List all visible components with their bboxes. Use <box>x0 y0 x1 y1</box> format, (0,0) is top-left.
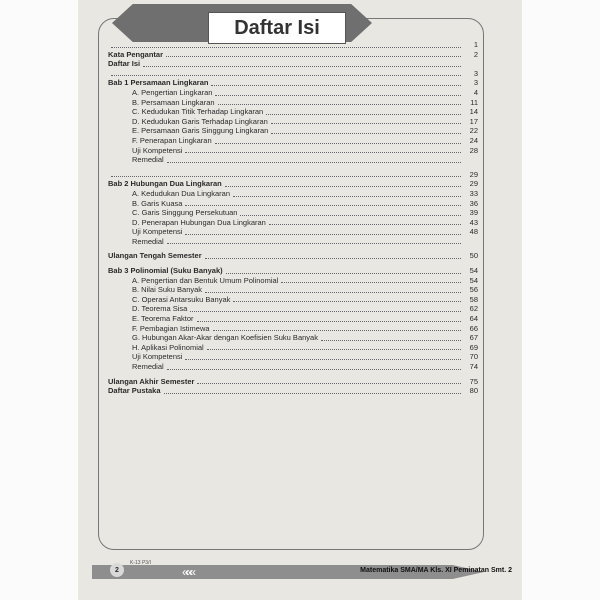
toc-leader <box>233 301 461 302</box>
toc-label: Remedial <box>132 362 164 371</box>
toc-row <box>108 251 478 261</box>
toc-row <box>108 343 478 353</box>
toc-label: A. Pengertian Lingkaran <box>132 87 213 97</box>
footer-book-title: Matematika SMA/MA Kls. XI Peminatan Smt. 2 <box>360 567 512 574</box>
footer-code: K-13 P3/I <box>130 560 151 566</box>
toc-leader <box>269 224 461 225</box>
toc-row <box>108 295 478 305</box>
toc-page: 74 <box>469 362 478 371</box>
toc-page: 28 <box>469 145 478 155</box>
toc-row <box>108 199 478 209</box>
toc-leader <box>167 369 461 370</box>
toc-row <box>108 304 478 314</box>
toc-label: Bab 3 Polinomial (Suku Banyak) <box>108 266 223 276</box>
toc-row <box>108 266 478 276</box>
toc-label: E. Teorema Faktor <box>132 314 194 324</box>
toc-page: 48 <box>469 227 478 237</box>
toc-page: 22 <box>469 126 478 136</box>
page-number: 2 <box>110 563 124 577</box>
toc-row <box>108 314 478 324</box>
toc-page: 33 <box>469 188 478 198</box>
toc-row <box>108 352 478 362</box>
toc-leader <box>197 383 461 384</box>
toc-label: Uji Kompetensi <box>132 227 183 237</box>
toc-page: 36 <box>469 198 478 208</box>
toc-row <box>108 126 478 136</box>
toc-page: 11 <box>470 97 478 107</box>
toc-label: B. Persamaan Lingkaran <box>132 97 215 107</box>
toc-leader <box>215 95 461 96</box>
toc-row <box>108 386 478 396</box>
toc-page: 29 <box>469 169 478 179</box>
toc-label: B. Nilai Suku Banyak <box>132 285 203 295</box>
toc-page: 67 <box>469 333 478 343</box>
toc-label: E. Persamaan Garis Singgung Lingkaran <box>132 126 269 136</box>
toc-page: 3 <box>473 68 478 78</box>
toc-label: Remedial <box>132 155 164 165</box>
toc-row <box>108 59 478 69</box>
toc-label: C. Kedudukan Titik Terhadap Lingkaran <box>132 107 264 117</box>
toc-label: H. Aplikasi Polinomial <box>132 342 204 352</box>
toc-row <box>108 227 478 237</box>
toc-leader <box>197 321 461 322</box>
toc-row <box>108 107 478 117</box>
toc-label: Bab 1 Persamaan Lingkaran <box>108 78 209 88</box>
toc-row <box>108 98 478 108</box>
toc-label: D. Kedudukan Garis Terhadap Lingkaran <box>132 116 268 126</box>
toc-leader <box>281 282 461 283</box>
toc-leader <box>166 56 461 57</box>
toc-label: Bab 2 Hubungan Dua Lingkaran <box>108 179 222 189</box>
toc-leader <box>185 152 461 153</box>
toc-page: 43 <box>469 217 478 227</box>
toc-leader <box>225 186 461 187</box>
toc-page: 69 <box>469 342 478 352</box>
toc-leader <box>143 66 461 67</box>
toc-page: 29 <box>469 179 478 189</box>
toc-label: D. Penerapan Hubungan Dua Lingkaran <box>132 217 266 227</box>
toc-label: G. Hubungan Akar-Akar dengan Koefisien Suku Banyak <box>132 333 318 343</box>
toc-row <box>108 40 478 50</box>
toc-label: Daftar Isi <box>108 59 141 69</box>
toc-page: 54 <box>469 275 478 285</box>
toc-leader <box>190 311 461 312</box>
toc-row <box>108 88 478 98</box>
toc-page: 75 <box>469 376 478 386</box>
toc-page: 62 <box>469 304 478 314</box>
toc-label: A. Kedudukan Dua Lingkaran <box>132 188 230 198</box>
toc-row <box>108 78 478 88</box>
toc-leader <box>215 143 461 144</box>
toc-page: 56 <box>469 285 478 295</box>
toc-page: 70 <box>469 352 478 362</box>
toc-label: B. Garis Kuasa <box>132 198 183 208</box>
toc-label: Ulangan Tengah Semester <box>108 251 202 261</box>
toc-row <box>108 136 478 146</box>
toc-row <box>108 208 478 218</box>
toc-page: 64 <box>469 314 478 324</box>
toc-page: 1 <box>473 40 478 49</box>
toc-leader <box>164 393 461 394</box>
toc-leader <box>205 292 461 293</box>
toc-page: 4 <box>473 87 478 97</box>
toc-row <box>108 117 478 127</box>
toc-page: 39 <box>469 208 478 218</box>
toc-label: A. Pengertian dan Bentuk Umum Polinomial <box>132 275 279 285</box>
toc-page: 50 <box>469 251 478 261</box>
toc-label: Uji Kompetensi <box>132 145 183 155</box>
toc-leader <box>111 176 461 177</box>
toc-row <box>108 179 478 189</box>
toc-row <box>108 333 478 343</box>
toc-leader <box>167 162 461 163</box>
toc-row <box>108 218 478 228</box>
toc-row <box>108 146 478 156</box>
toc-row <box>108 276 478 286</box>
toc-label: Daftar Pustaka <box>108 386 161 396</box>
toc-leader <box>266 114 461 115</box>
toc-leader <box>185 359 461 360</box>
toc-label: D. Teorema Sisa <box>132 304 188 314</box>
toc-label: Remedial <box>132 236 164 246</box>
toc-leader <box>218 104 461 105</box>
toc-leader <box>213 330 461 331</box>
toc-page: 54 <box>469 266 478 276</box>
toc-leader <box>111 75 461 76</box>
toc-row <box>108 285 478 295</box>
toc-page: 3 <box>473 78 478 88</box>
toc-leader <box>211 85 461 86</box>
toc-leader <box>240 215 461 216</box>
toc-row <box>108 377 478 387</box>
toc-leader <box>271 123 461 124</box>
toc-leader <box>321 340 461 341</box>
toc-leader <box>233 196 461 197</box>
toc-label: C. Garis Singgung Persekutuan <box>132 208 238 218</box>
toc-leader <box>207 349 461 350</box>
toc-row <box>108 189 478 199</box>
toc-page: 14 <box>469 107 478 117</box>
toc-page: 17 <box>469 116 478 126</box>
toc-page: 80 <box>469 386 478 396</box>
toc-label: C. Operasi Antarsuku Banyak <box>132 294 231 304</box>
table-of-contents <box>108 40 478 396</box>
toc-page: 66 <box>469 323 478 333</box>
toc-leader <box>226 273 461 274</box>
toc-label: Ulangan Akhir Semester <box>108 376 195 386</box>
toc-page: 58 <box>469 294 478 304</box>
toc-page: 2 <box>473 49 478 59</box>
toc-row <box>108 50 478 60</box>
toc-row <box>108 362 478 372</box>
toc-leader <box>167 243 461 244</box>
toc-label: F. Penerapan Lingkaran <box>132 135 212 145</box>
toc-row <box>108 237 478 247</box>
toc-label: F. Pembagian Istimewa <box>132 323 210 333</box>
page-title: Daftar Isi <box>208 12 346 44</box>
toc-row <box>108 69 478 79</box>
footer-arrows: ««« <box>182 565 194 579</box>
toc-page: 24 <box>469 135 478 145</box>
toc-row <box>108 155 478 165</box>
toc-leader <box>185 205 461 206</box>
toc-leader <box>111 47 461 48</box>
toc-leader <box>271 133 461 134</box>
toc-label: Uji Kompetensi <box>132 352 183 362</box>
toc-row <box>108 170 478 180</box>
toc-leader <box>185 234 461 235</box>
toc-label: Kata Pengantar <box>108 49 164 59</box>
toc-row <box>108 324 478 334</box>
toc-leader <box>205 258 461 259</box>
